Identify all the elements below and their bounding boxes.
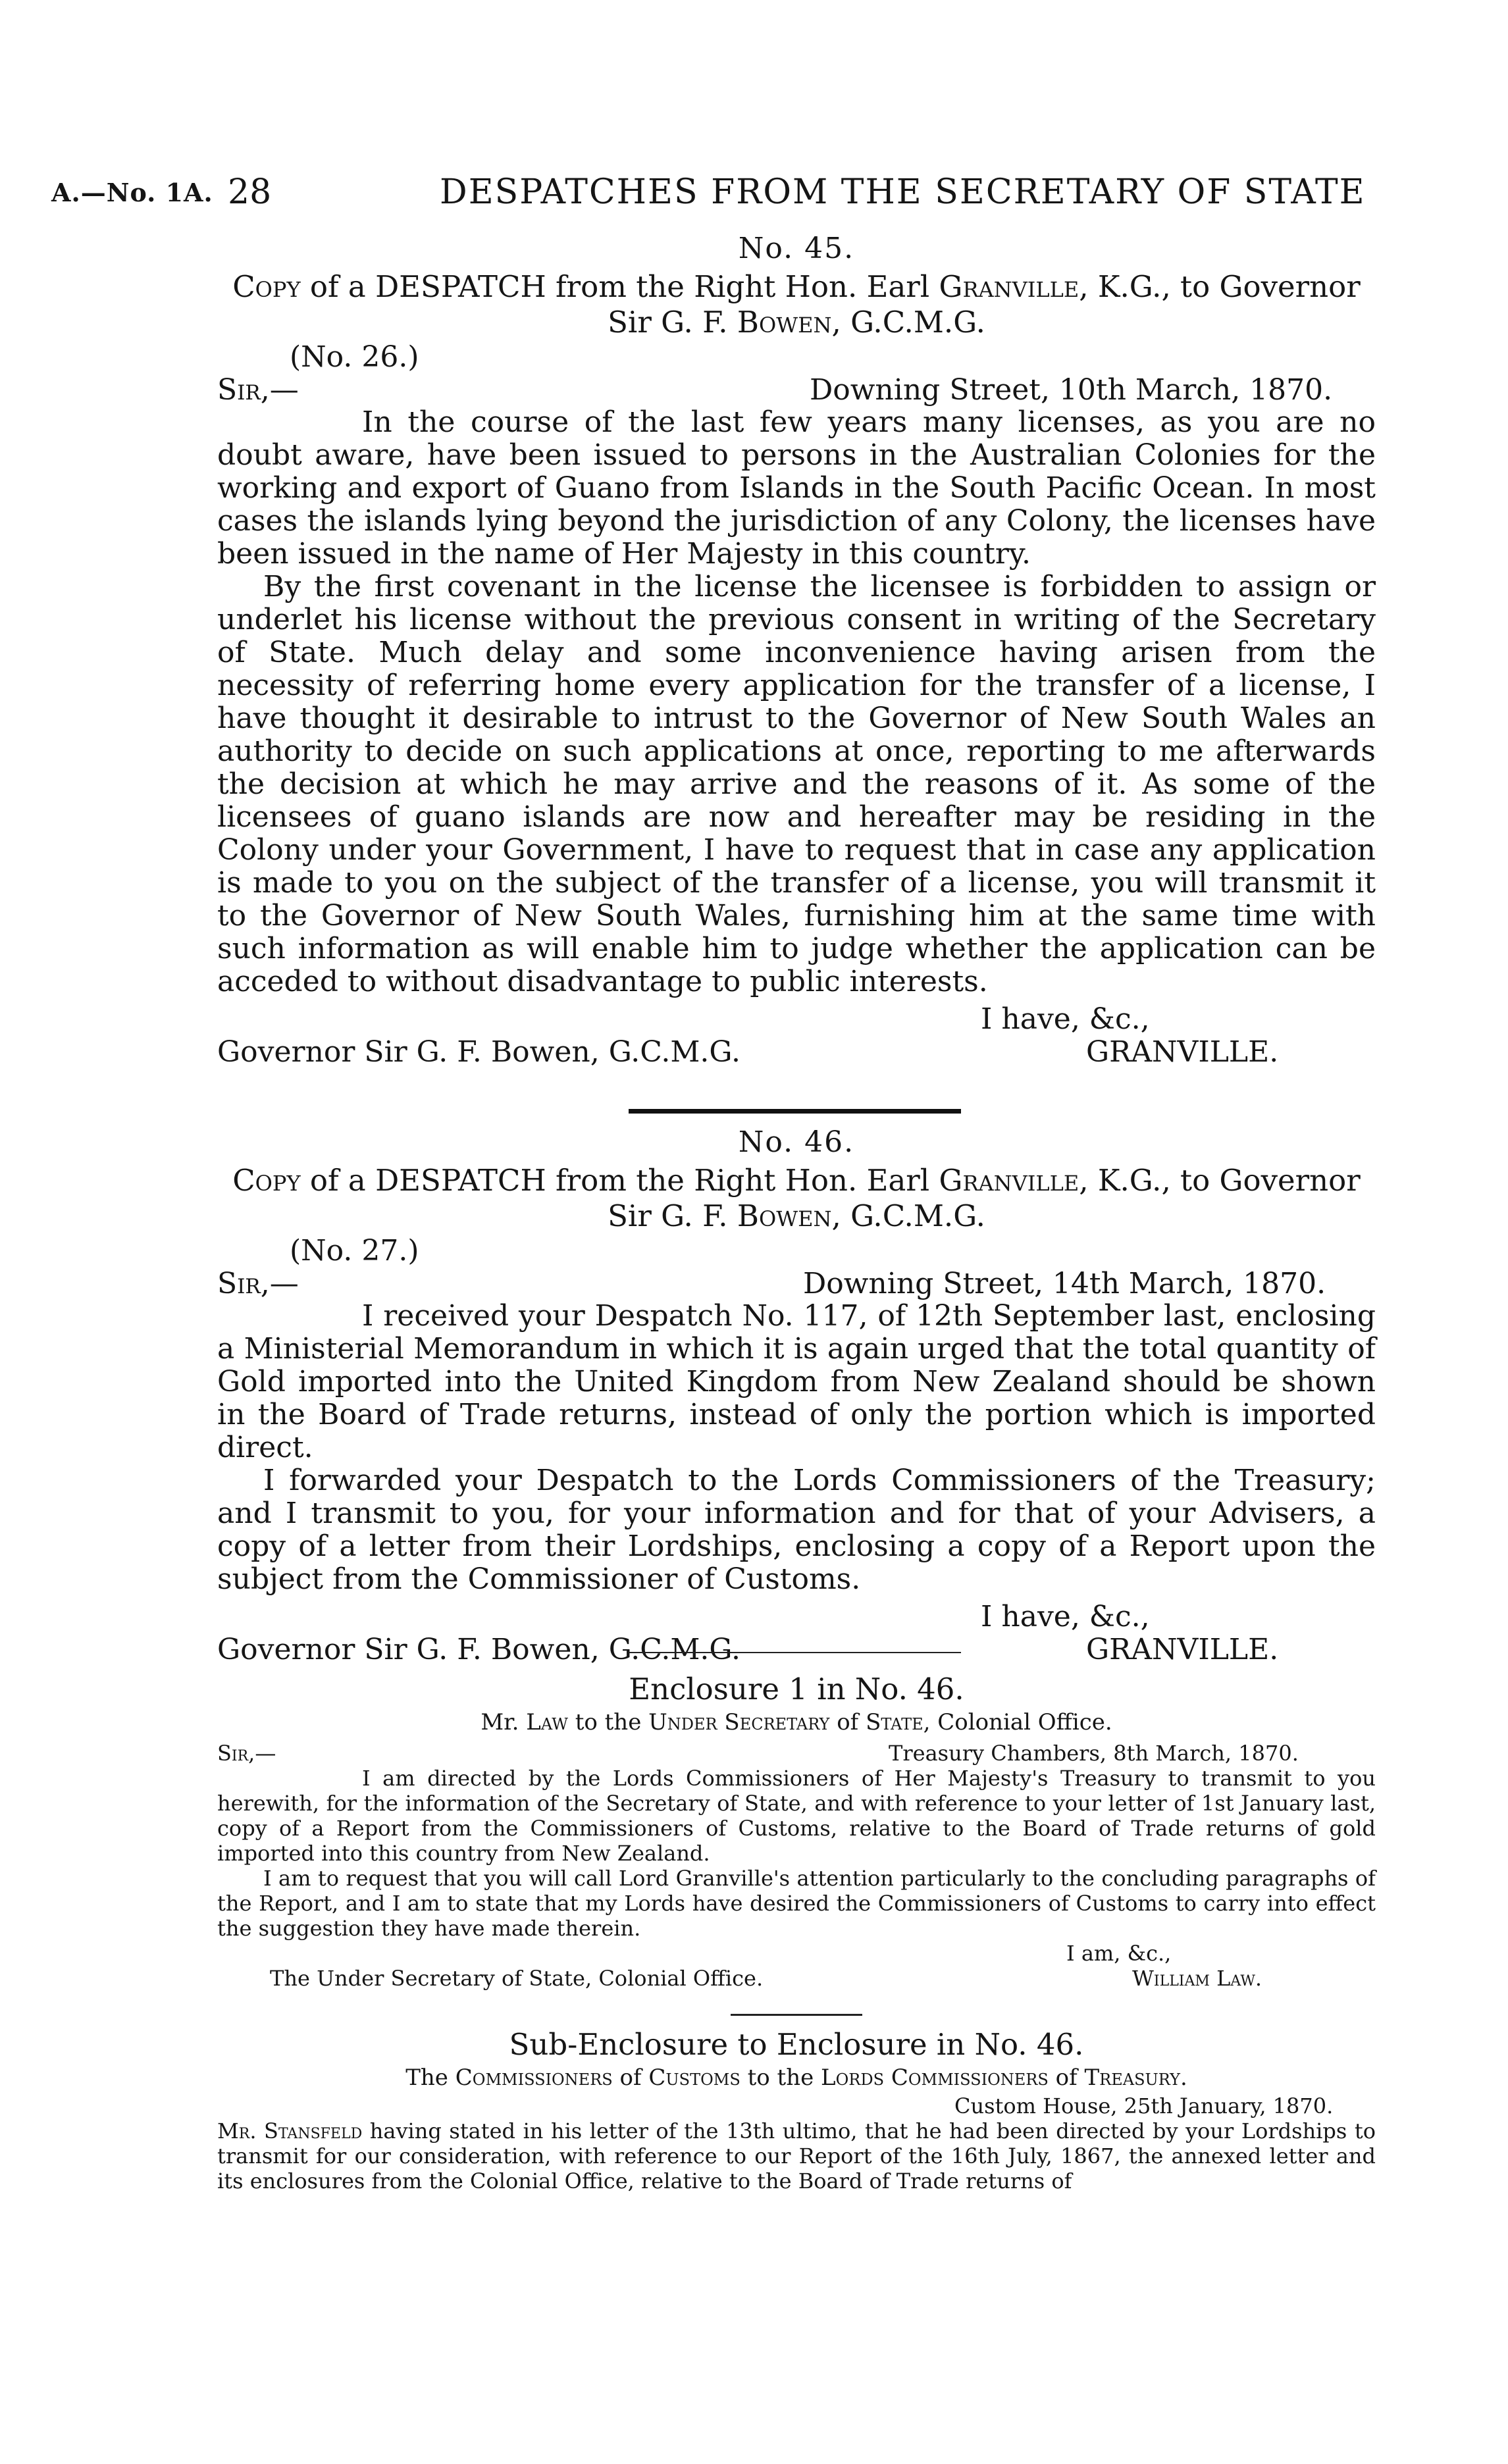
closing: I have, &c., — [981, 1002, 1150, 1036]
running-header — [51, 172, 1460, 218]
page-number: 28 — [228, 172, 272, 212]
despatch-heading — [217, 269, 1376, 340]
salutation-row — [217, 1267, 1376, 1300]
sender-department: Customs — [648, 2065, 741, 2091]
ref-row — [217, 1234, 1376, 1267]
place-date: Custom House, 25th January, 1870. — [954, 2093, 1334, 2118]
recipient-department: Treasury — [1084, 2065, 1180, 2091]
closing-row — [217, 1002, 1376, 1035]
salutation: Sir,— — [217, 1741, 276, 1766]
despatch-number: No. 45. — [738, 232, 855, 265]
body-paragraph — [217, 2118, 1376, 2194]
recipient-title: Lords Commissioners — [821, 2065, 1049, 2091]
heading-tail: , K.G., to Governor — [1079, 1163, 1361, 1198]
salutation-row — [217, 1741, 1376, 1766]
recipient-title: Under Secretary — [648, 1709, 830, 1735]
recipient-department: State — [866, 1709, 923, 1735]
running-title: DESPATCHES FROM THE SECRETARY OF STATE — [440, 172, 1366, 212]
heading-text: of a DESPATCH from the Right Hon. Earl — [300, 269, 939, 304]
signature: William Law. — [1132, 1966, 1262, 1991]
enclosure-from-line — [217, 1709, 1376, 1735]
body-paragraph: I received your Despatch No. 117, of 12th September last, enclosing a Ministerial Memorandum in which it is again urged that the total quantity of Gold imported into the United Kingdom from New Zealand should be shown in the Board of Trade returns, instead of only the portion which is imported direct. — [217, 1299, 1376, 1464]
recipient-name: Bowen — [737, 1198, 832, 1233]
from-connector: of — [612, 2065, 649, 2091]
copy-label: Copy — [232, 1163, 301, 1198]
closing: I am, &c., — [1066, 1941, 1172, 1966]
body-paragraph: I am to request that you will call Lord Granville's attention particularly to the concluding paragraphs of the Report, and I am to state that my Lords have desired the Commissioners of Customs to carry into effect the suggestion they have made therein. — [217, 1866, 1376, 1941]
despatch-ref: (No. 27.) — [290, 1234, 419, 1268]
recipient-prefix: Sir G. F. — [608, 305, 737, 340]
sender-name: Law — [526, 1709, 568, 1735]
despatch-46 — [217, 1125, 1376, 1666]
salutation-row — [217, 373, 1376, 406]
heading-line-1 — [217, 269, 1376, 305]
signature: GRANVILLE. — [1086, 1035, 1279, 1069]
sender-title: Commissioners — [455, 2065, 613, 2091]
sender-name: Granville — [939, 1163, 1079, 1198]
from-prefix: Mr. — [481, 1709, 527, 1735]
addressee: Governor Sir G. F. Bowen, G.C.M.G. — [217, 1633, 741, 1666]
lead-name: Mr. Stansfeld — [217, 2118, 363, 2143]
signature-row — [217, 1035, 1376, 1068]
from-connector: to the — [740, 2065, 821, 2091]
recipient-prefix: Sir G. F. — [608, 1198, 737, 1233]
paragraph-text: having stated in his letter of the 13th ultimo, that he had been directed by your Lordships to transmit for our consideration, with reference to our Report of the 16th July, 1867, the annexed letter and its enclosures from the Colonial Office, relative to the Board of Trade returns of — [217, 2118, 1376, 2194]
from-tail: . — [1180, 2065, 1187, 2091]
despatch-number: No. 46. — [738, 1125, 855, 1159]
heading-line-1 — [217, 1163, 1376, 1198]
despatch-heading — [217, 1163, 1376, 1234]
from-connector: of — [829, 1709, 866, 1735]
salutation: Sir,— — [217, 373, 299, 407]
heading-line-2 — [217, 305, 1376, 340]
recipient-honours: , G.C.M.G. — [831, 1198, 985, 1233]
enclosure-title: Enclosure 1 in No. 46. — [629, 1672, 964, 1707]
ref-row — [217, 340, 1376, 373]
signature-row — [217, 1633, 1376, 1666]
despatch-45 — [217, 232, 1376, 1068]
closing: I have, &c., — [981, 1600, 1150, 1633]
copy-label: Copy — [232, 269, 301, 304]
recipient-honours: , G.C.M.G. — [831, 305, 985, 340]
salutation: Sir,— — [217, 1267, 299, 1300]
from-connector: to the — [567, 1709, 649, 1735]
despatch-ref: (No. 26.) — [290, 340, 419, 374]
sub-enclosure — [217, 2027, 1376, 2194]
heading-tail: , K.G., to Governor — [1079, 269, 1361, 304]
body-paragraph: I forwarded your Despatch to the Lords Commissioners of the Treasury; and I transmit to you, for your information and for that of your Advisers, a copy of a letter from their Lordships, enclosing a copy of a Report upon the subject from the Commissioner of Customs. — [217, 1464, 1376, 1596]
place-date: Downing Street, 10th March, 1870. — [810, 373, 1333, 407]
from-tail: , Colonial Office. — [923, 1709, 1112, 1735]
body-paragraph: By the first covenant in the license the licensee is forbidden to assign or underlet his license without the previous consent in writing of the Secretary of State. Much delay and some inconvenience having arisen from the necessity of referring home every application for the transfer of a license, I have thought it desirable to intrust to the Governor of New South Wales an authority to decide on such applications at once, reporting to me afterwards the decision at which he may arrive and the reasons of it. As some of the licensees of guano islands are now and hereafter may be residing in the Colony under your Government, I have to request that in case any application is made to you on the subject of the transfer of a license, you will transmit it to the Governor of New South Wales, furnishing him at the same time with such information as will enable him to judge whether the application can be acceded to without disadvantage to public interests. — [217, 570, 1376, 998]
addressee: The Under Secretary of State, Colonial Office. — [270, 1966, 764, 1991]
heading-line-2 — [217, 1198, 1376, 1234]
body-paragraph: In the course of the last few years many licenses, as you are no doubt aware, have been issued to persons in the Australian Colonies for the working and export of Guano from Islands in the South Pacific Ocean. In most cases the islands lying beyond the jurisdiction of any Colony, the licenses have been issued in the name of Her Majesty in this country. — [217, 405, 1376, 571]
signature: GRANVILLE. — [1086, 1633, 1279, 1666]
from-connector: of — [1048, 2065, 1085, 2091]
place-date: Treasury Chambers, 8th March, 1870. — [889, 1741, 1299, 1766]
sender-name: Granville — [939, 269, 1079, 304]
place-date: Downing Street, 14th March, 1870. — [803, 1267, 1326, 1300]
section-divider — [731, 2014, 862, 2016]
recipient-name: Bowen — [737, 305, 832, 340]
sub-enclosure-title: Sub-Enclosure to Enclosure in No. 46. — [509, 2027, 1084, 2062]
section-divider — [629, 1109, 961, 1114]
sheet-reference: A.—No. 1A. — [51, 178, 213, 207]
signature-row — [217, 1966, 1376, 1991]
closing-row — [217, 1941, 1376, 1966]
sub-enclosure-from-line — [217, 2065, 1376, 2091]
section-divider — [629, 1652, 961, 1653]
place-date-row — [217, 2093, 1376, 2118]
body-paragraph: I am directed by the Lords Commissioners of Her Majesty's Treasury to transmit to you herewith, for the information of the Secretary of State, and with reference to your letter of 1st January last, copy of a Report from the Commissioners of Customs, relative to the Board of Trade returns of gold imported into this country from New Zealand. — [217, 1766, 1376, 1866]
from-prefix: The — [405, 2065, 455, 2091]
heading-text: of a DESPATCH from the Right Hon. Earl — [300, 1163, 939, 1198]
enclosure-1 — [217, 1672, 1376, 1991]
closing-row — [217, 1600, 1376, 1633]
addressee: Governor Sir G. F. Bowen, G.C.M.G. — [217, 1035, 741, 1069]
